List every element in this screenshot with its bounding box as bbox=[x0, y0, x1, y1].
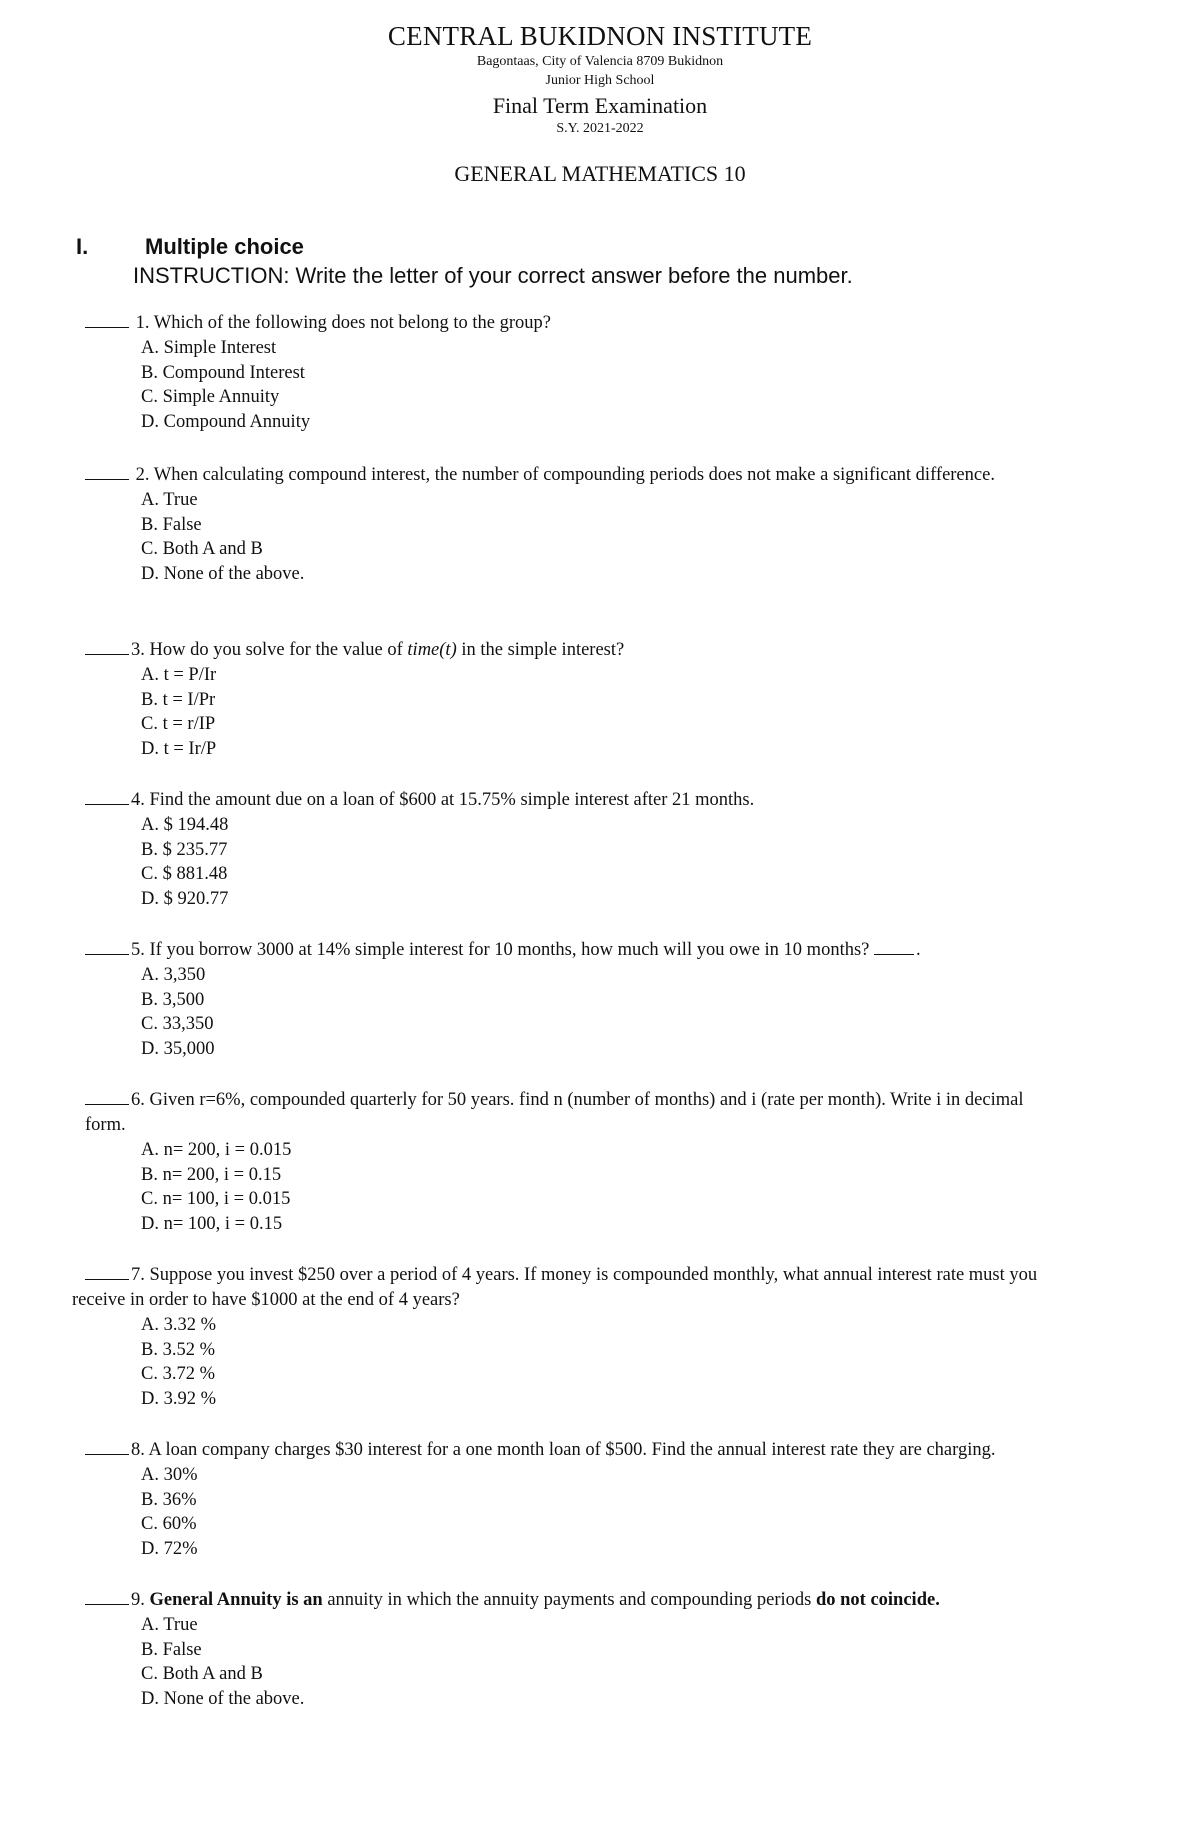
choice-b: B. 3,500 bbox=[141, 989, 205, 1010]
question-text: 3. How do you solve for the value of bbox=[131, 640, 408, 660]
question-1 bbox=[0, 310, 1200, 434]
choice-d: D. 72% bbox=[141, 1538, 198, 1559]
answer-blank[interactable] bbox=[85, 1437, 129, 1455]
choice-d: D. Compound Annuity bbox=[141, 411, 311, 432]
choice-b: B. Compound Interest bbox=[141, 362, 305, 383]
question-5 bbox=[0, 937, 1200, 1061]
choice-list bbox=[0, 1313, 1200, 1411]
question-text: 8. A loan company charges $30 interest for a one month loan of $500. Find the annual interest rate they are charging. bbox=[131, 1440, 996, 1460]
subject-title: GENERAL MATHEMATICS 10 bbox=[454, 161, 746, 186]
question-emphasis: time(t) bbox=[407, 640, 457, 660]
choice-c: C. 3.72 % bbox=[141, 1364, 215, 1384]
choice-list bbox=[0, 1463, 1200, 1561]
question-8 bbox=[0, 1437, 1200, 1561]
school-year: S.Y. 2021-2022 bbox=[556, 121, 644, 136]
choice-d: D. n= 100, i = 0.15 bbox=[141, 1213, 283, 1234]
choice-d: D. None of the above. bbox=[141, 563, 305, 584]
choice-d: D. $ 920.77 bbox=[141, 888, 229, 909]
choice-b: B. n= 200, i = 0.15 bbox=[141, 1164, 282, 1185]
question-text: 7. Suppose you invest $250 over a period of 4 years. If money is compounded monthly, what annual interest rate must you receive in order to have $1000 at the end of 4 years? bbox=[72, 1265, 1038, 1310]
choice-list bbox=[0, 813, 1200, 911]
answer-blank[interactable] bbox=[85, 637, 129, 655]
choice-list bbox=[0, 1138, 1200, 1236]
exam-header bbox=[0, 20, 1200, 187]
choice-b: B. False bbox=[141, 514, 202, 535]
question-bold-term: General Annuity is an bbox=[149, 1590, 323, 1610]
question-text: 5. If you borrow 3000 at 14% simple interest for 10 months, how much will you owe in 10 months? bbox=[131, 940, 870, 960]
choice-c: C. Both A and B bbox=[141, 1664, 263, 1684]
choice-list bbox=[0, 1613, 1200, 1711]
choice-a: A. True bbox=[141, 490, 198, 510]
answer-blank[interactable] bbox=[85, 1087, 129, 1105]
choice-c: C. t = r/IP bbox=[141, 714, 216, 734]
question-9 bbox=[0, 1587, 1200, 1711]
choice-a: A. t = P/Ir bbox=[141, 665, 217, 685]
school-name: CENTRAL BUKIDNON INSTITUTE bbox=[387, 21, 813, 51]
choice-c: C. n= 100, i = 0.015 bbox=[141, 1189, 291, 1209]
choice-list bbox=[0, 336, 1200, 434]
question-bold-end: do not coincide. bbox=[815, 1590, 940, 1610]
question-text: 2. When calculating compound interest, the number of compounding periods does not make a significant difference. bbox=[135, 465, 995, 485]
choice-b: B. $ 235.77 bbox=[141, 839, 228, 860]
question-2 bbox=[0, 462, 1200, 586]
choice-c: C. 33,350 bbox=[141, 1014, 214, 1034]
choice-a: A. n= 200, i = 0.015 bbox=[141, 1140, 292, 1160]
answer-blank[interactable] bbox=[85, 787, 129, 805]
choice-c: C. Simple Annuity bbox=[141, 387, 280, 407]
answer-blank[interactable] bbox=[85, 462, 129, 480]
choice-b: B. 3.52 % bbox=[141, 1339, 215, 1360]
answer-blank[interactable] bbox=[85, 937, 129, 955]
inline-answer-blank[interactable] bbox=[874, 937, 914, 955]
choice-d: D. 3.92 % bbox=[141, 1388, 217, 1409]
choice-c: C. 60% bbox=[141, 1514, 197, 1534]
question-number: 9. bbox=[131, 1590, 150, 1610]
question-text-end: . bbox=[916, 940, 921, 960]
exam-title: Final Term Examination bbox=[492, 93, 708, 118]
question-3 bbox=[0, 637, 1200, 761]
answer-blank[interactable] bbox=[85, 310, 129, 328]
choice-b: B. 36% bbox=[141, 1489, 197, 1510]
choice-a: A. 3.32 % bbox=[141, 1315, 217, 1335]
choice-b: B. t = I/Pr bbox=[141, 689, 216, 710]
question-text: 6. Given r=6%, compounded quarterly for 50 years. find n (number of months) and i (rate per month). Write i in decimal form. bbox=[85, 1090, 1024, 1135]
choice-a: A. 30% bbox=[141, 1465, 198, 1485]
section-number: I. bbox=[76, 234, 89, 259]
question-text-end: in the simple interest? bbox=[456, 640, 625, 660]
section-title: Multiple choice bbox=[145, 234, 304, 259]
choice-a: A. 3,350 bbox=[141, 965, 206, 985]
question-text: annuity in which the annuity payments and compounding periods bbox=[322, 1590, 816, 1610]
section-instruction: INSTRUCTION: Write the letter of your correct answer before the number. bbox=[133, 263, 853, 288]
choice-list bbox=[0, 488, 1200, 586]
question-text: 4. Find the amount due on a loan of $600 at 15.75% simple interest after 21 months. bbox=[131, 790, 755, 810]
choice-d: D. t = Ir/P bbox=[141, 738, 217, 759]
choice-list bbox=[0, 963, 1200, 1061]
answer-blank[interactable] bbox=[85, 1262, 129, 1280]
school-address: Bagontaas, City of Valencia 8709 Bukidnon bbox=[476, 54, 724, 69]
choice-b: B. False bbox=[141, 1639, 202, 1660]
question-text: 1. Which of the following does not belong to the group? bbox=[135, 313, 551, 333]
choice-a: A. Simple Interest bbox=[141, 338, 277, 358]
choice-d: D. 35,000 bbox=[141, 1038, 215, 1059]
school-level: Junior High School bbox=[545, 73, 655, 88]
answer-blank[interactable] bbox=[85, 1587, 129, 1605]
choice-c: C. Both A and B bbox=[141, 539, 263, 559]
choice-d: D. None of the above. bbox=[141, 1688, 305, 1709]
choice-a: A. True bbox=[141, 1615, 198, 1635]
choice-a: A. $ 194.48 bbox=[141, 815, 229, 835]
question-4 bbox=[0, 787, 1200, 911]
question-7 bbox=[0, 1262, 1200, 1411]
section-multiple-choice bbox=[72, 234, 1132, 290]
choice-list bbox=[0, 663, 1200, 761]
choice-c: C. $ 881.48 bbox=[141, 864, 228, 884]
question-6 bbox=[0, 1087, 1200, 1236]
